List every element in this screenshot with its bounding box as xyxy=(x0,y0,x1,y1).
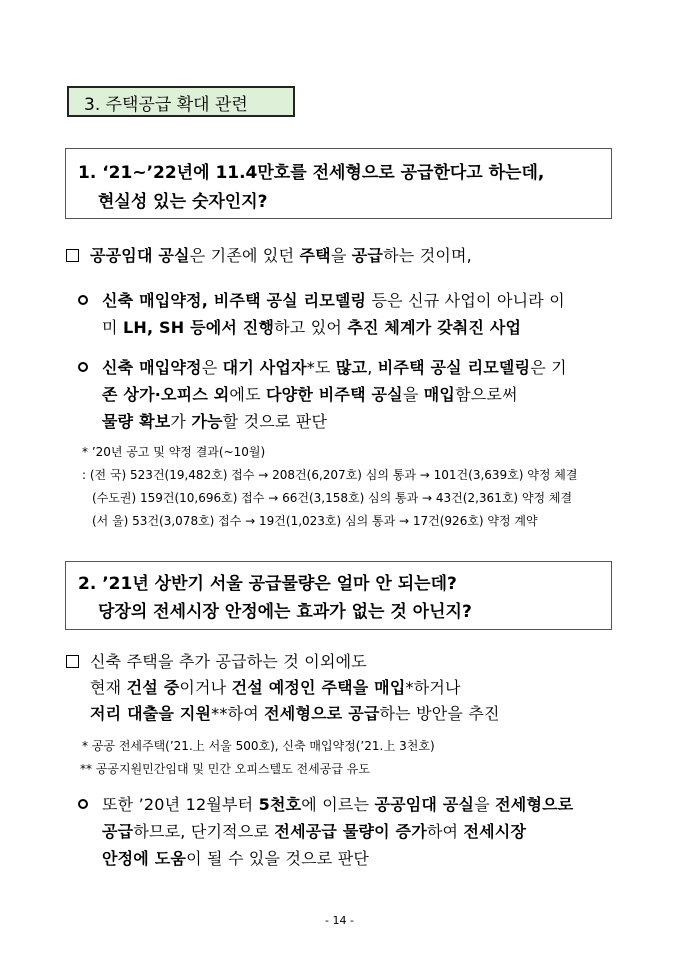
answer-2-line-3: 저리 대출을 지원**하여 전세형으로 공급하는 방안을 추진 xyxy=(90,704,500,723)
answer-2-line-1: 신축 주택을 추가 공급하는 것 이외에도 xyxy=(90,652,367,671)
footnote-line-1: : (전 국) 523건(19,482호) 접수 → 208건(6,207호) 심의 통과 → 101건(3,639호) 약정 체결 xyxy=(82,468,578,482)
question-2-line-2: 당장의 전세시장 안정에는 효과가 없는 것 아닌지? xyxy=(98,602,472,622)
answer-1-bullet-2-line-3: 물량 확보가 가능할 것으로 판단 xyxy=(102,412,328,431)
question-2-line-1: 2. ’21년 상반기 서울 공급물량은 얼마 안 되는데? xyxy=(78,574,457,594)
footnote-line-2: (수도권) 159건(10,696호) 접수 → 66건(3,158호) 심의 통과 → 43건(2,361호) 약정 체결 xyxy=(92,491,573,505)
answer-2-bullet-line-3: 안정에 도움이 될 수 있을 것으로 판단 xyxy=(102,849,370,868)
answer-2-bullet-line-2: 공급하므로, 단기적으로 전세공급 물량이 증가하여 전세시장 xyxy=(102,822,527,841)
answer-1-bullet-2-line-2: 존 상가·오피스 외에도 다양한 비주택 공실을 매입함으로써 xyxy=(102,385,518,404)
footnote-double-star: ** 공공지원민간임대 및 민간 오피스텔도 전세공급 유도 xyxy=(80,762,370,776)
answer-2-line-2: 현재 건설 중이거나 건설 예정인 주택을 매입*하거나 xyxy=(90,678,461,697)
footnote-line-3: (서 울) 53건(3,078호) 접수 → 19건(1,023호) 심의 통과 → 17건(926호) 약정 계약 xyxy=(92,514,538,528)
bullet-circle-icon xyxy=(78,362,88,372)
checkbox-icon xyxy=(66,655,79,668)
footnote-heading: * ’20년 공고 및 약정 결과(~10월) xyxy=(82,445,266,459)
answer-1-bullet-1-line-2: 미 LH, SH 등에서 진행하고 있어 추진 체계가 갖춰진 사업 xyxy=(102,318,522,337)
answer-1-bullet-1-line-1: 신축 매입약정, 비주택 공실 리모델링 등은 신규 사업이 아니라 이 xyxy=(102,291,565,310)
answer-1-paragraph: 공공임대 공실은 기존에 있던 주택을 공급하는 것이며, xyxy=(90,246,472,265)
bullet-circle-icon xyxy=(78,295,88,305)
answer-2-bullet-line-1: 또한 ’20년 12월부터 5천호에 이르는 공공임대 공실을 전세형으로 xyxy=(102,795,574,814)
page-number: - 14 - xyxy=(325,914,354,927)
question-1-line-1: 1. ‘21~’22년에 11.4만호를 전세형으로 공급한다고 하는데, xyxy=(78,163,545,183)
bullet-circle-icon xyxy=(78,799,88,809)
answer-1-bullet-2-line-1: 신축 매입약정은 대기 사업자*도 많고, 비주택 공실 리모델링은 기 xyxy=(102,358,567,377)
question-1-line-2: 현실성 있는 숫자인지? xyxy=(98,192,268,212)
section-title: 3. 주택공급 확대 관련 xyxy=(84,95,248,115)
checkbox-icon xyxy=(66,249,79,262)
footnote-star: * 공공 전세주택(’21.上 서울 500호), 신축 매입약정(’21.上 3천호) xyxy=(82,739,435,753)
